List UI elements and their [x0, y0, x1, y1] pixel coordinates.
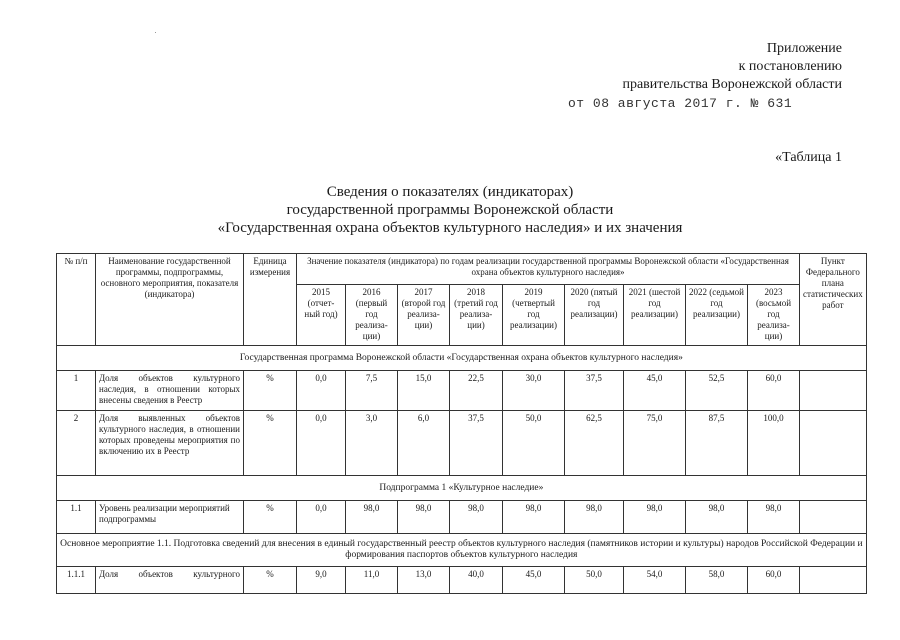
row-value: 37,5	[450, 411, 503, 476]
row-name: Доля выявленных объектов культурного наследия, в отношении которых проведены мероприятия по включению их в Реестр	[96, 411, 244, 476]
row-value: 7,5	[346, 371, 398, 411]
year-2021: 2021 (шестой год реализации)	[624, 285, 686, 346]
row-value: 52,5	[686, 371, 748, 411]
row-value: 98,0	[565, 501, 624, 534]
row-value: 3,0	[346, 411, 398, 476]
header-num: № п/п	[57, 254, 96, 346]
scan-speck	[155, 32, 156, 33]
section-subprogram	[57, 476, 867, 501]
row-value: 40,0	[450, 567, 503, 594]
header-unit: Единица измерения	[244, 254, 297, 346]
appendix-line-1: Приложение	[766, 41, 842, 56]
title-line-2: государственной программы Воронежской области	[286, 202, 614, 218]
header-name: Наименование государственной программы, подпрограммы, основного мероприятия, показателя (индикатора)	[96, 254, 244, 346]
row-value: 98,0	[398, 501, 450, 534]
section-program	[57, 346, 867, 371]
row-value: 37,5	[565, 371, 624, 411]
row-point	[800, 501, 867, 534]
title-line-1: Сведения о показателях (индикаторах)	[326, 184, 574, 200]
table-row	[57, 411, 867, 476]
row-value: 15,0	[398, 371, 450, 411]
table-row	[57, 371, 867, 411]
row-value: 0,0	[297, 411, 346, 476]
row-value: 98,0	[686, 501, 748, 534]
row-value: 62,5	[565, 411, 624, 476]
header-row-1	[57, 254, 867, 285]
year-2017: 2017 (второй год реализа-ции)	[398, 285, 450, 346]
row-value: 0,0	[297, 371, 346, 411]
row-value: 22,5	[450, 371, 503, 411]
table-number: «Таблица 1	[775, 150, 842, 165]
row-value: 98,0	[450, 501, 503, 534]
section-main-activity	[57, 534, 867, 567]
year-2022: 2022 (седьмой год реализации)	[686, 285, 748, 346]
year-2019: 2019 (четвертый год реализации)	[503, 285, 565, 346]
row-value: 58,0	[686, 567, 748, 594]
appendix-line-2: к постановлению	[738, 59, 842, 74]
row-unit: %	[244, 501, 297, 534]
document-title	[0, 183, 900, 237]
row-value: 9,0	[297, 567, 346, 594]
header-point: Пункт Федерального плана статистических работ	[800, 254, 867, 346]
row-name: Уровень реализации мероприятий подпрограммы	[96, 501, 244, 534]
row-value: 75,0	[624, 411, 686, 476]
row-value: 13,0	[398, 567, 450, 594]
section-program-title: Государственная программа Воронежской области «Государственная охрана объектов культурного наследия»	[57, 346, 867, 371]
row-num: 1	[57, 371, 96, 411]
row-value: 98,0	[346, 501, 398, 534]
year-2020: 2020 (пятый год реализации)	[565, 285, 624, 346]
row-value: 0,0	[297, 501, 346, 534]
year-2015: 2015 (отчет-ный год)	[297, 285, 346, 346]
row-value: 54,0	[624, 567, 686, 594]
row-value: 98,0	[503, 501, 565, 534]
row-point	[800, 371, 867, 411]
section-main-activity-title: Основное мероприятие 1.1. Подготовка сведений для внесения в единый государственный реестр объектов культурного наследия (памятников истории и культуры) народов Российской Федерации и формирования паспортов объектов культурного наследия	[57, 534, 867, 567]
row-value: 98,0	[624, 501, 686, 534]
row-value: 87,5	[686, 411, 748, 476]
row-value: 45,0	[624, 371, 686, 411]
row-point	[800, 567, 867, 594]
year-2016: 2016 (первый год реализа-ции)	[346, 285, 398, 346]
title-line-3: «Государственная охрана объектов культурного наследия» и их значения	[217, 220, 683, 236]
appendix-line-3: правительства Воронежской области	[622, 77, 842, 92]
indicators-table	[56, 253, 867, 594]
table-row	[57, 501, 867, 534]
row-value: 45,0	[503, 567, 565, 594]
row-name: Доля объектов культурного наследия, в отношении которых внесены сведения в Реестр	[96, 371, 244, 411]
row-unit: %	[244, 371, 297, 411]
decree-stamp: от 08 августа 2017 г. № 631	[568, 96, 793, 111]
row-value: 50,0	[565, 567, 624, 594]
appendix-header	[622, 40, 842, 94]
row-value: 11,0	[346, 567, 398, 594]
row-num: 1.1.1	[57, 567, 96, 594]
row-value: 100,0	[748, 411, 800, 476]
row-num: 1.1	[57, 501, 96, 534]
year-2018: 2018 (третий год реализа-ции)	[450, 285, 503, 346]
year-2023: 2023 (восьмой год реализа-ции)	[748, 285, 800, 346]
section-subprogram-title: Подпрограмма 1 «Культурное наследие»	[57, 476, 867, 501]
row-name: Доля объектов культурного	[96, 567, 244, 594]
row-value: 98,0	[748, 501, 800, 534]
row-unit: %	[244, 411, 297, 476]
row-unit: %	[244, 567, 297, 594]
table-row	[57, 567, 867, 594]
row-point	[800, 411, 867, 476]
row-value: 60,0	[748, 567, 800, 594]
row-value: 30,0	[503, 371, 565, 411]
row-value: 6,0	[398, 411, 450, 476]
row-value: 50,0	[503, 411, 565, 476]
row-value: 60,0	[748, 371, 800, 411]
header-values: Значение показателя (индикатора) по годам реализации государственной программы Воронежской области «Государственная охрана объектов культурного наследия»	[297, 254, 800, 285]
row-num: 2	[57, 411, 96, 476]
